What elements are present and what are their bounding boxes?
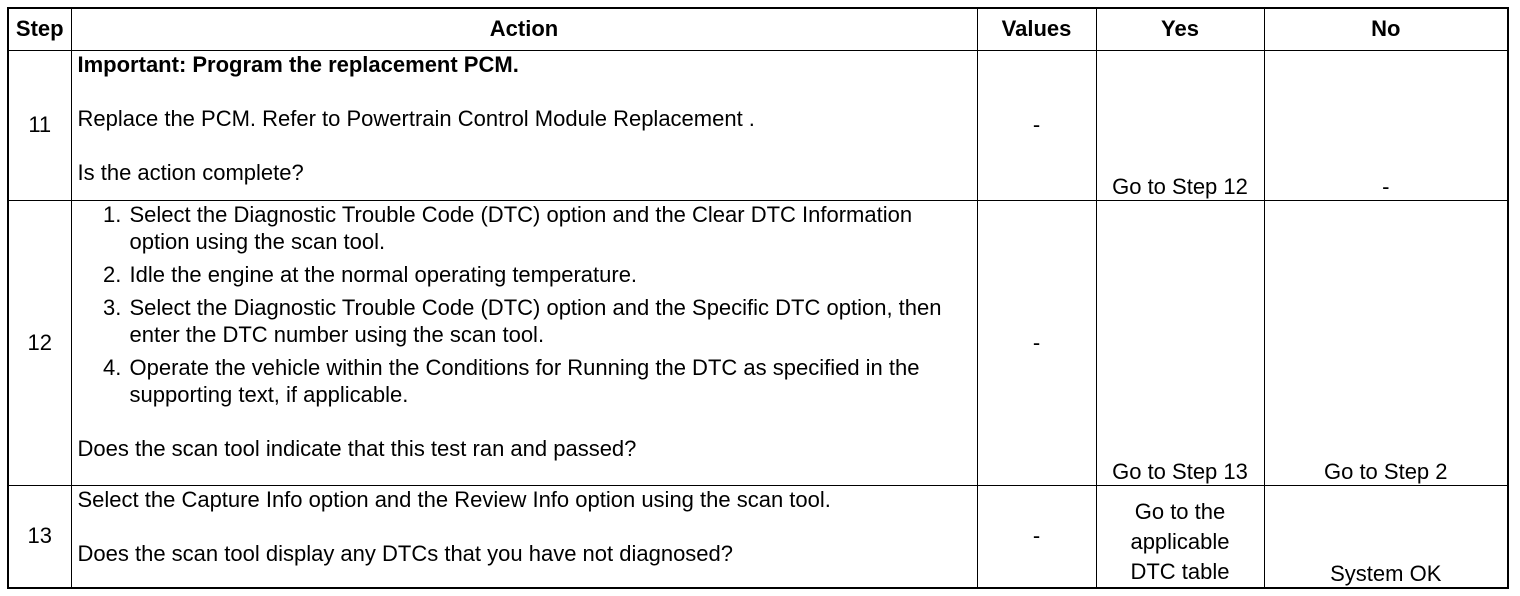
- list-item: 1. Select the Diagnostic Trouble Code (DTC) option and the Clear DTC Information option using the scan tool.: [128, 201, 971, 255]
- action-question: Does the scan tool display any DTCs that you have not diagnosed?: [77, 540, 734, 566]
- list-item: 4. Operate the vehicle within the Conditions for Running the DTC as specified in the supporting text, if applicable.: [128, 354, 971, 408]
- action-text: Select the Capture Info option and the Review Info option using the scan tool.: [77, 486, 831, 512]
- action-question: Is the action complete?: [77, 159, 304, 185]
- step-number: 11: [8, 50, 71, 200]
- yes-line: applicable: [1130, 529, 1230, 554]
- values-cell: -: [977, 200, 1096, 485]
- yes-cell: Go to Step 13: [1096, 200, 1264, 485]
- yes-line: DTC table: [1130, 559, 1230, 584]
- values-cell: -: [977, 485, 1096, 588]
- header-row: [8, 8, 1508, 50]
- no-cell: Go to Step 2: [1264, 200, 1508, 485]
- step-number: 13: [8, 485, 71, 588]
- important-note: Important: Program the replacement PCM.: [77, 51, 519, 77]
- yes-line: Go to the: [1134, 499, 1226, 524]
- action-question: Does the scan tool indicate that this test ran and passed?: [77, 435, 637, 461]
- action-steps-list: [78, 201, 971, 408]
- no-cell: System OK: [1264, 485, 1508, 588]
- action-text: Replace the PCM. Refer to Powertrain Control Module Replacement .: [77, 105, 755, 131]
- header-no: No: [1264, 8, 1508, 50]
- action-cell: [71, 200, 977, 485]
- header-values: Values: [977, 8, 1096, 50]
- step-number: 12: [8, 200, 71, 485]
- header-step: Step: [8, 8, 71, 50]
- yes-cell: Go to Step 12: [1096, 50, 1264, 200]
- yes-cell: [1096, 485, 1264, 588]
- header-action: Action: [71, 8, 977, 50]
- action-cell: [71, 485, 977, 588]
- table-row-step-13: [8, 485, 1508, 588]
- header-yes: Yes: [1096, 8, 1264, 50]
- values-cell: -: [977, 50, 1096, 200]
- action-cell: [71, 50, 977, 200]
- no-cell: -: [1264, 50, 1508, 200]
- list-item: 3. Select the Diagnostic Trouble Code (DTC) option and the Specific DTC option, then enter the DTC number using the scan tool.: [128, 294, 971, 348]
- table-row-step-12: [8, 200, 1508, 485]
- list-item: 2. Idle the engine at the normal operating temperature.: [128, 261, 971, 288]
- diagnostic-table: [7, 7, 1509, 589]
- table-row-step-11: [8, 50, 1508, 200]
